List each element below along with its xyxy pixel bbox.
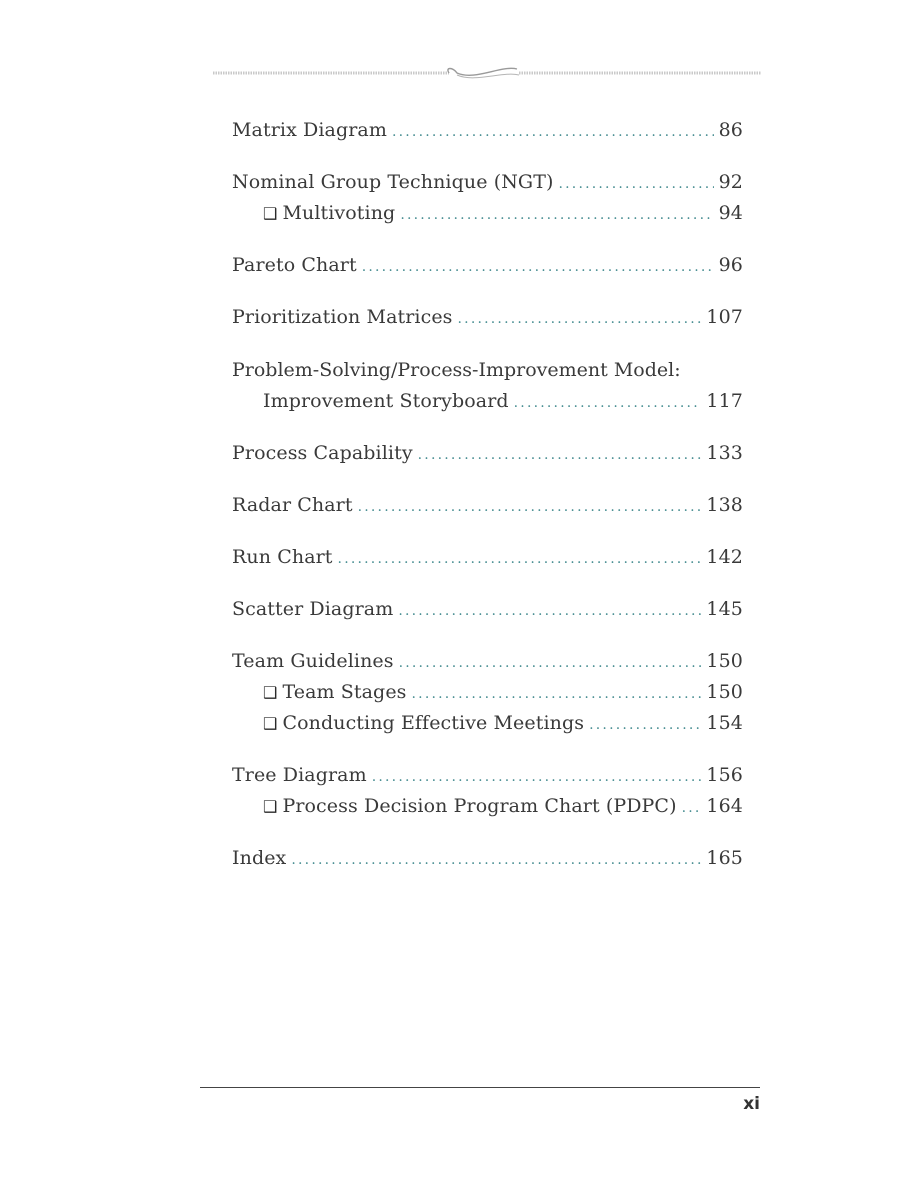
toc-group-prioritization bbox=[232, 302, 743, 333]
toc-subentry[interactable] bbox=[232, 791, 743, 822]
toc-entry-page: 107 bbox=[706, 306, 743, 328]
toc-entry-title: Process Decision Program Chart (PDPC) bbox=[282, 795, 677, 817]
toc-entry-title: Pareto Chart bbox=[232, 254, 357, 276]
toc-entry-page: 96 bbox=[718, 254, 743, 276]
dot-leader bbox=[682, 793, 702, 824]
checkbox-bullet-icon: ❑ bbox=[263, 714, 278, 733]
dot-leader bbox=[398, 596, 701, 627]
toc-group-capability bbox=[232, 438, 743, 469]
toc-entry-title: Scatter Diagram bbox=[232, 598, 394, 620]
table-of-contents bbox=[232, 115, 743, 895]
toc-entry-page: 164 bbox=[706, 795, 743, 817]
toc-entry[interactable] bbox=[232, 490, 743, 521]
dot-leader bbox=[458, 304, 702, 335]
toc-entry-title: Improvement Storyboard bbox=[263, 390, 509, 412]
checkbox-bullet-icon: ❑ bbox=[263, 683, 278, 702]
toc-entry[interactable] bbox=[232, 250, 743, 281]
toc-group-matrix bbox=[232, 115, 743, 146]
dot-leader bbox=[400, 200, 713, 231]
dot-leader bbox=[362, 252, 714, 283]
toc-entry-page: 150 bbox=[706, 681, 743, 703]
dot-leader bbox=[358, 492, 702, 523]
toc-entry-page: 117 bbox=[706, 390, 743, 412]
toc-entry-title-line1: Problem-Solving/Process-Improvement Model: bbox=[232, 359, 681, 381]
toc-entry[interactable] bbox=[232, 386, 743, 417]
checkbox-bullet-icon: ❑ bbox=[263, 797, 278, 816]
toc-entry-title: Multivoting bbox=[282, 202, 396, 224]
dot-leader bbox=[412, 679, 702, 710]
toc-entry[interactable] bbox=[232, 302, 743, 333]
toc-entry-page: 145 bbox=[706, 598, 743, 620]
toc-group-psm bbox=[232, 354, 743, 417]
toc-entry-page: 86 bbox=[718, 119, 743, 141]
toc-entry[interactable] bbox=[232, 115, 743, 146]
toc-entry[interactable] bbox=[232, 167, 743, 198]
toc-entry-title: Run Chart bbox=[232, 546, 333, 568]
toc-subentry[interactable] bbox=[232, 198, 743, 229]
toc-entry[interactable] bbox=[232, 646, 743, 677]
toc-entry-title: Tree Diagram bbox=[232, 764, 367, 786]
footer-rule bbox=[200, 1087, 760, 1088]
toc-group-ngt bbox=[232, 167, 743, 229]
toc-entry-title: Team Stages bbox=[282, 681, 407, 703]
dot-leader bbox=[338, 544, 702, 575]
ornament-divider bbox=[213, 63, 761, 87]
toc-entry-title: Process Capability bbox=[232, 442, 413, 464]
toc-group-tree bbox=[232, 760, 743, 822]
toc-group-index bbox=[232, 843, 743, 874]
dot-leader bbox=[559, 169, 714, 200]
toc-entry-title: Nominal Group Technique (NGT) bbox=[232, 171, 554, 193]
toc-group-team bbox=[232, 646, 743, 739]
checkbox-bullet-icon: ❑ bbox=[263, 204, 278, 223]
dot-leader bbox=[372, 762, 702, 793]
toc-entry-title: Team Guidelines bbox=[232, 650, 394, 672]
toc-entry-title: Matrix Diagram bbox=[232, 119, 387, 141]
toc-entry[interactable] bbox=[232, 594, 743, 625]
toc-entry-page: 165 bbox=[706, 847, 743, 869]
dot-leader bbox=[291, 845, 701, 876]
toc-group-pareto bbox=[232, 250, 743, 281]
toc-entry-page: 156 bbox=[706, 764, 743, 786]
toc-group-scatter bbox=[232, 594, 743, 625]
toc-group-run bbox=[232, 542, 743, 573]
toc-entry-page: 94 bbox=[718, 202, 743, 224]
toc-group-radar bbox=[232, 490, 743, 521]
toc-entry-page: 154 bbox=[706, 712, 743, 734]
dot-leader bbox=[392, 117, 714, 148]
toc-subentry[interactable] bbox=[232, 677, 743, 708]
toc-entry-page: 142 bbox=[706, 546, 743, 568]
dot-leader bbox=[514, 388, 702, 419]
toc-entry[interactable] bbox=[232, 438, 743, 469]
toc-entry-title: Prioritization Matrices bbox=[232, 306, 453, 328]
dot-leader bbox=[418, 440, 702, 471]
toc-entry-page: 150 bbox=[706, 650, 743, 672]
toc-entry[interactable] bbox=[232, 760, 743, 791]
toc-entry[interactable] bbox=[232, 542, 743, 573]
toc-subentry[interactable] bbox=[232, 708, 743, 739]
toc-entry-page: 92 bbox=[718, 171, 743, 193]
dot-leader bbox=[399, 648, 702, 679]
toc-entry-title: Index bbox=[232, 847, 287, 869]
toc-entry-title: Radar Chart bbox=[232, 494, 353, 516]
toc-entry-page: 133 bbox=[706, 442, 743, 464]
toc-entry-page: 138 bbox=[706, 494, 743, 516]
dot-leader bbox=[589, 710, 701, 741]
page-number: xi bbox=[743, 1094, 760, 1114]
toc-entry-title: Conducting Effective Meetings bbox=[282, 712, 585, 734]
toc-entry[interactable] bbox=[232, 843, 743, 874]
